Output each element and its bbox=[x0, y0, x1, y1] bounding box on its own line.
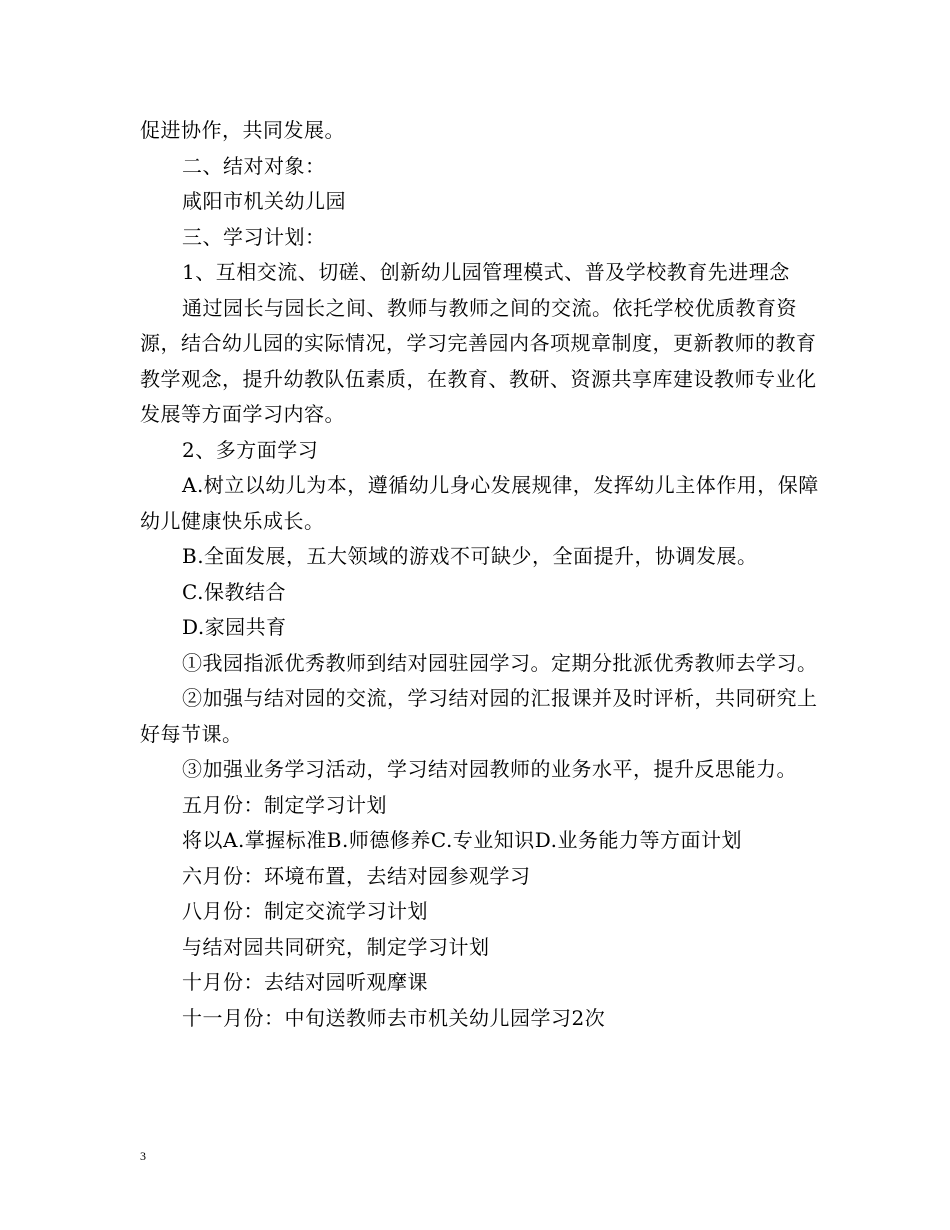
paragraph: 2、多方面学习 bbox=[182, 437, 319, 462]
paragraph: 八月份：制定交流学习计划 bbox=[182, 899, 428, 923]
paragraph: 十月份：去结对园听观摩课 bbox=[182, 970, 428, 994]
paragraph: ③加强业务学习活动，学习结对园教师的业务水平，提升反思能力。 bbox=[182, 757, 797, 781]
paragraph: 三、学习计划： bbox=[182, 224, 326, 249]
paragraph: 与结对园共同研究，制定学习计划 bbox=[182, 934, 490, 959]
paragraph: 促进协作，共同发展。 bbox=[140, 118, 345, 142]
paragraph: B.全面发展，五大领域的游戏不可缺少，全面提升，协调发展。 bbox=[182, 544, 758, 568]
paragraph: 六月份：环境布置，去结对园参观学习 bbox=[182, 863, 531, 888]
page-number: 3 bbox=[140, 1149, 146, 1163]
paragraph: 1、互相交流、切磋、创新幼儿园管理模式、普及学校教育先进理念 bbox=[182, 260, 790, 284]
paragraph: 将以A.掌握标准B.师德修养C.专业知识D.业务能力等方面计划 bbox=[182, 828, 742, 852]
paragraph: ②加强与结对园的交流，学习结对园的汇报课并及时评析，共同研究上好每节课。 bbox=[140, 686, 818, 746]
paragraph: 咸阳市机关幼儿园 bbox=[182, 189, 346, 213]
paragraph: 二、结对对象： bbox=[182, 153, 326, 178]
document-body bbox=[140, 113, 830, 1036]
paragraph: ①我园指派优秀教师到结对园驻园学习。定期分批派优秀教师去学习。 bbox=[182, 650, 818, 675]
paragraph: 五月份：制定学习计划 bbox=[182, 792, 387, 817]
paragraph: C.保教结合 bbox=[182, 579, 286, 604]
paragraph: 通过园长与园长之间、教师与教师之间的交流。依托学校优质教育资源，结合幼儿园的实际情况，学习完善园内各项规章制度，更新教师的教育教学观念，提升幼教队伍素质，在教育、教研、资源共享库建设教师专业化发展等方面学习内容。 bbox=[140, 295, 817, 426]
paragraph: 十一月份：中旬送教师去市机关幼儿园学习2次 bbox=[182, 1005, 606, 1030]
paragraph: D.家园共育 bbox=[182, 615, 287, 639]
paragraph: A.树立以幼儿为本，遵循幼儿身心发展规律，发挥幼儿主体作用，保障幼儿健康快乐成长。 bbox=[140, 473, 819, 533]
